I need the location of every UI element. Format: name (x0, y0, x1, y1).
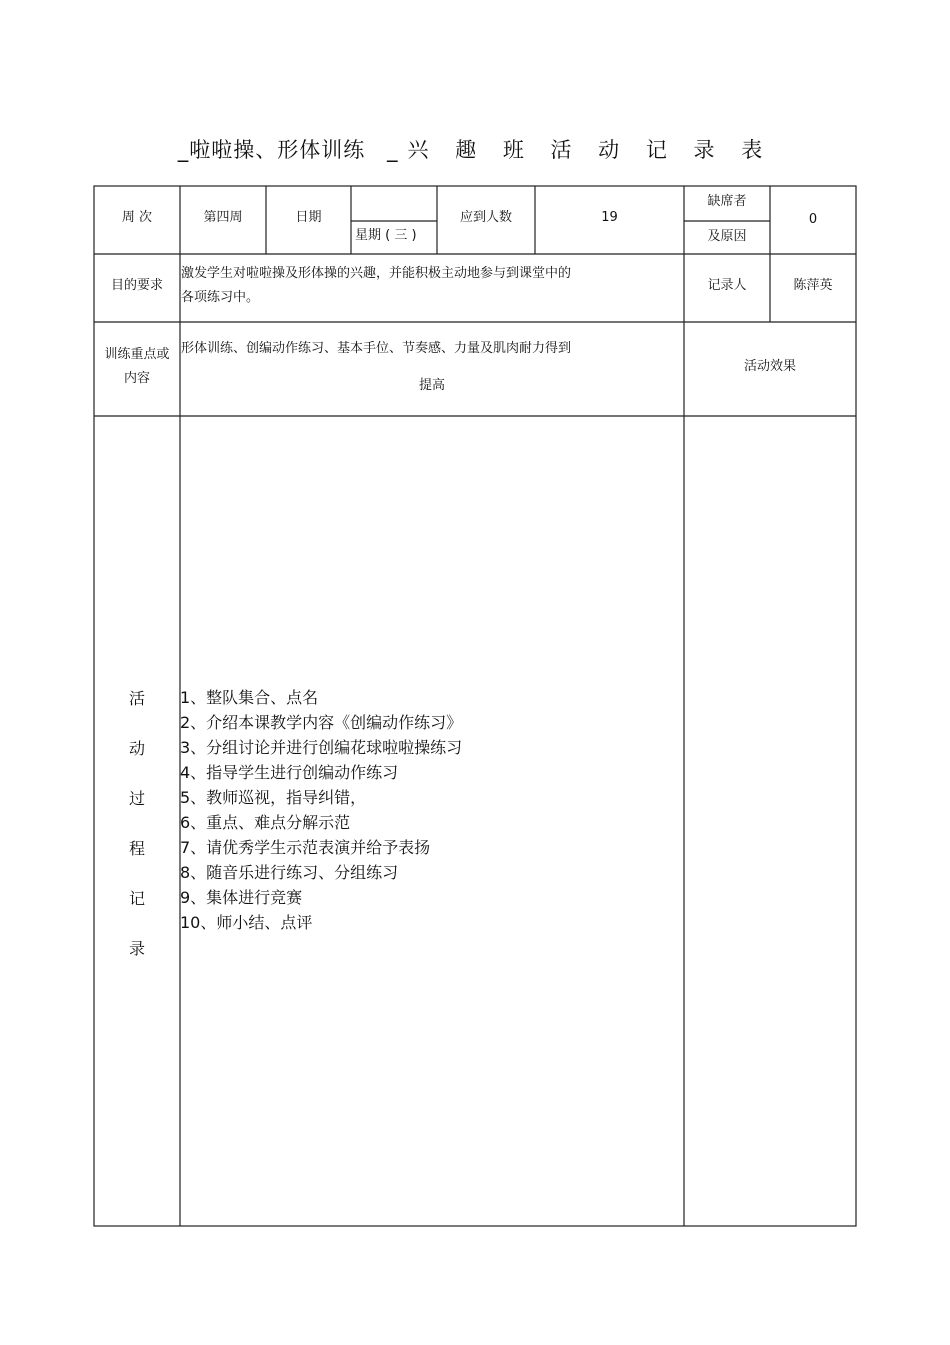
process-step: 8、随音乐进行练习、分组练习 (180, 863, 399, 882)
effect-label: 活动效果 (743, 359, 796, 374)
goal-line-2: 各项练习中。 (181, 290, 260, 305)
absent-value: 0 (808, 212, 818, 227)
goal-label: 目的要求 (110, 278, 163, 293)
expected-label: 应到人数 (459, 210, 512, 225)
process-label (94, 0, 180, 1345)
title-main: _啦啦操、形体训练 (177, 138, 366, 162)
process-label-char: 录 (128, 939, 145, 958)
recorder-value: 陈萍英 (793, 278, 833, 293)
absent-label-1: 缺席者 (707, 194, 747, 209)
process-step: 6、重点、难点分解示范 (180, 813, 351, 832)
week-label: 周 次 (121, 210, 153, 225)
absent-label-2: 及原因 (707, 229, 747, 244)
process-step: 5、教师巡视，指导纠错， (180, 788, 367, 807)
process-step: 10、师小结、点评 (180, 913, 313, 932)
goal-line-1: 激发学生对啦啦操及形体操的兴趣，并能积极主动地参与到课堂中的 (181, 266, 572, 281)
recorder-label: 记录人 (707, 278, 747, 293)
focus-label-2: 内容 (123, 371, 150, 386)
week-value: 第四周 (203, 210, 243, 225)
process-step: 1、整队集合、点名 (180, 688, 319, 707)
title-sub: _兴 趣 班 活 动 记 录 表 (386, 138, 773, 162)
process-label-char: 活 (128, 689, 145, 708)
process-step: 2、介绍本课教学内容《创编动作练习》 (180, 713, 463, 732)
focus-line-1: 形体训练、创编动作练习、基本手位、节奏感、力量及肌肉耐力得到 (181, 341, 572, 356)
process-steps (180, 685, 462, 935)
focus-line-2: 提高 (418, 378, 445, 393)
process-step: 4、指导学生进行创编动作练习 (180, 763, 399, 782)
process-label-char: 程 (128, 839, 145, 858)
process-step: 3、分组讨论并进行创编花球啦啦操练习 (180, 738, 463, 757)
process-label-char: 动 (128, 739, 145, 758)
process-label-char: 过 (128, 789, 145, 808)
process-label-char: 记 (128, 889, 145, 908)
process-step: 7、请优秀学生示范表演并给予表扬 (180, 838, 431, 857)
focus-label-1: 训练重点或 (104, 347, 170, 362)
date-label: 日期 (295, 210, 322, 225)
process-step: 9、集体进行竞赛 (180, 888, 303, 907)
weekday-value: 星期 ( 三 ) (355, 228, 417, 243)
expected-value: 19 (601, 210, 618, 225)
